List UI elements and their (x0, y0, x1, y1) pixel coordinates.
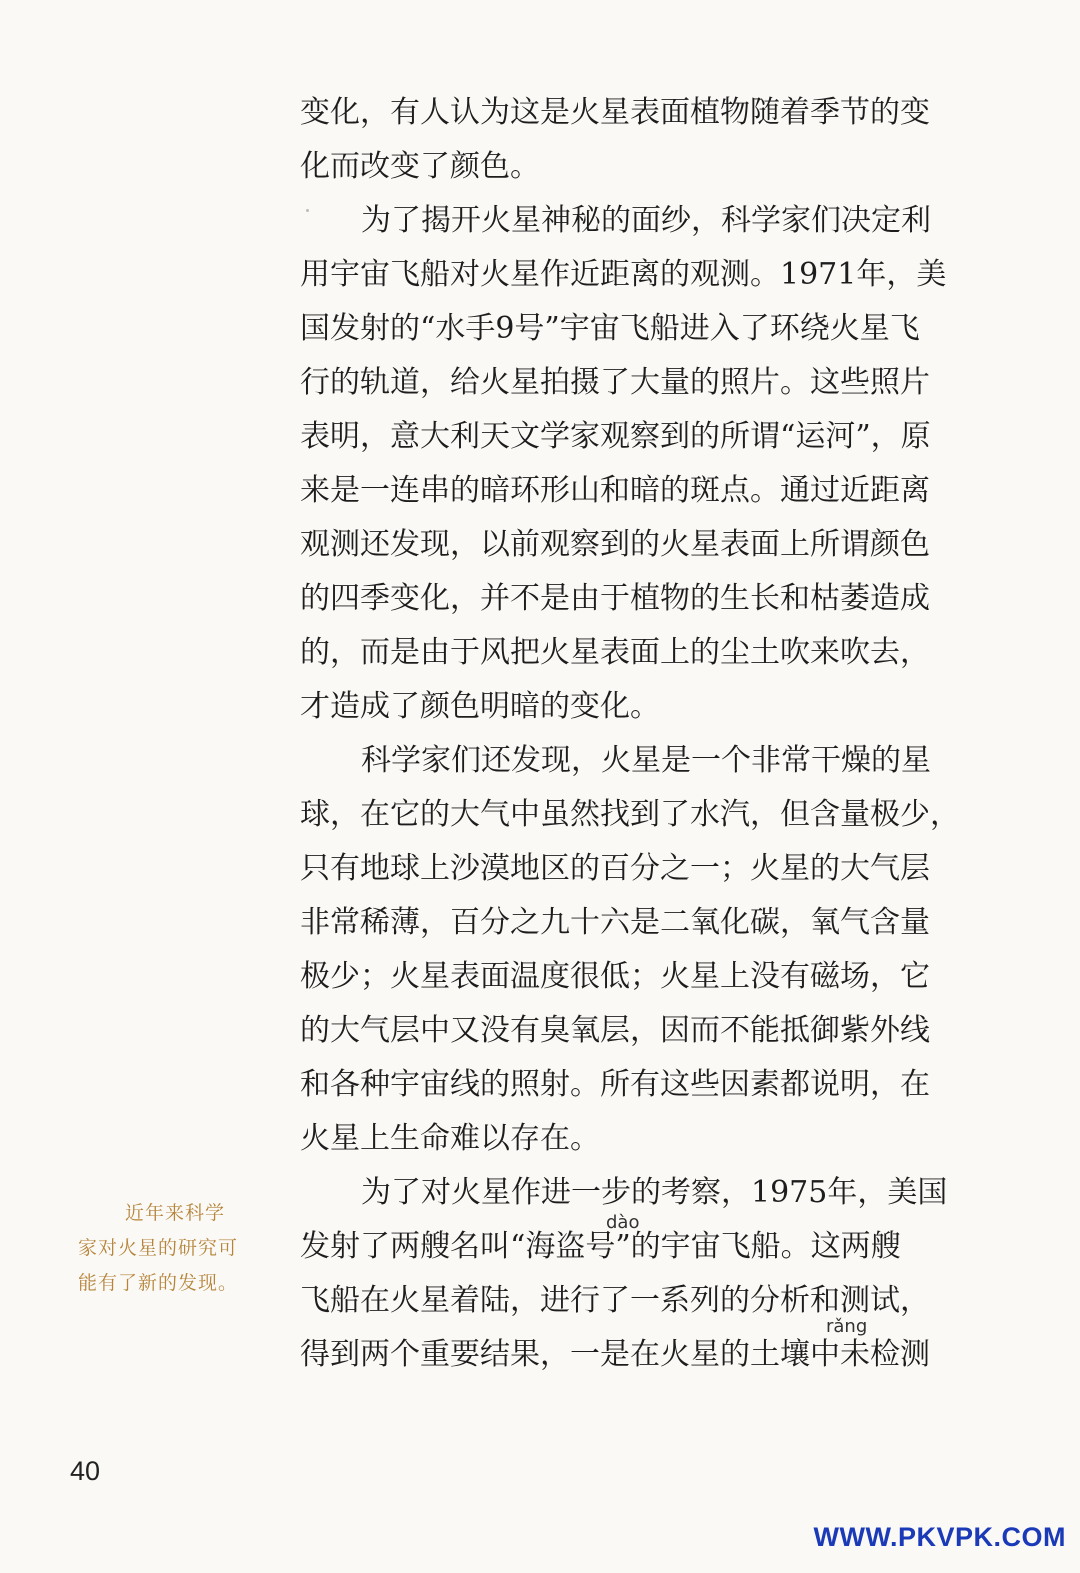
text-line: 行的轨道，给火星拍摄了大量的照片。这些照片 (300, 365, 930, 400)
text-line-content: 得到两个重要结果，一是在火星的土壤中未检测 (300, 1337, 930, 1372)
text-line: 来是一连串的暗环形山和暗的斑点。通过近距离 (300, 473, 930, 508)
margin-note (78, 1196, 243, 1301)
text-line-with-pinyin (300, 1316, 965, 1382)
text-line: 为了对火星作进一步的考察，1975年，美国 (361, 1175, 948, 1210)
text-line: 国发射的“水手9号”宇宙飞船进入了环绕火星飞 (300, 311, 920, 346)
text-line: 才造成了颜色明暗的变化。 (300, 689, 660, 724)
page-number: 40 (70, 1456, 101, 1486)
pinyin-annotation: dào (606, 1212, 640, 1233)
text-line-content: 发射了两艘名叫“海盗号”的宇宙飞船。这两艘 (300, 1229, 901, 1264)
text-line: 的大气层中又没有臭氧层，因而不能抵御紫外线 (300, 1013, 930, 1048)
margin-note-line: 能有了新的发现。 (78, 1272, 239, 1294)
text-line: 的四季变化，并不是由于植物的生长和枯萎造成 (300, 581, 930, 616)
text-line: 火星上生命难以存在。 (300, 1121, 600, 1156)
text-line: 变化，有人认为这是火星表面植物随着季节的变 (300, 95, 930, 130)
text-line: 球，在它的大气中虽然找到了水汽，但含量极少， (300, 797, 960, 832)
main-text-column (300, 86, 965, 1382)
text-line: 化而改变了颜色。 (300, 149, 540, 184)
text-line: 用宇宙飞船对火星作近距离的观测。1971年，美 (300, 257, 947, 292)
text-line: 只有地球上沙漠地区的百分之一；火星的大气层 (300, 851, 930, 886)
text-line: 为了揭开火星神秘的面纱，科学家们决定利 (361, 203, 931, 238)
margin-note-line: 家对火星的研究可 (78, 1237, 239, 1259)
text-line: 观测还发现，以前观察到的火星表面上所谓颜色 (300, 527, 930, 562)
text-line: 科学家们还发现，火星是一个非常干燥的星 (361, 743, 931, 778)
text-line: 表明，意大利天文学家观察到的所谓“运河”，原 (300, 419, 931, 454)
text-line: 飞船在火星着陆，进行了一系列的分析和测试， (300, 1283, 930, 1318)
text-line: 极少；火星表面温度很低；火星上没有磁场，它 (300, 959, 930, 994)
site-watermark: WWW.PKVPK.COM (813, 1522, 1066, 1552)
margin-note-line: 近年来科学 (125, 1202, 226, 1224)
text-line-with-pinyin (300, 1212, 965, 1274)
text-line: 的，而是由于风把火星表面上的尘土吹来吹去， (300, 635, 930, 670)
text-line: 和各种宇宙线的照射。所有这些因素都说明，在 (300, 1067, 930, 1102)
pinyin-annotation: rǎng (826, 1316, 868, 1337)
text-line: 非常稀薄，百分之九十六是二氧化碳，氧气含量 (300, 905, 930, 940)
